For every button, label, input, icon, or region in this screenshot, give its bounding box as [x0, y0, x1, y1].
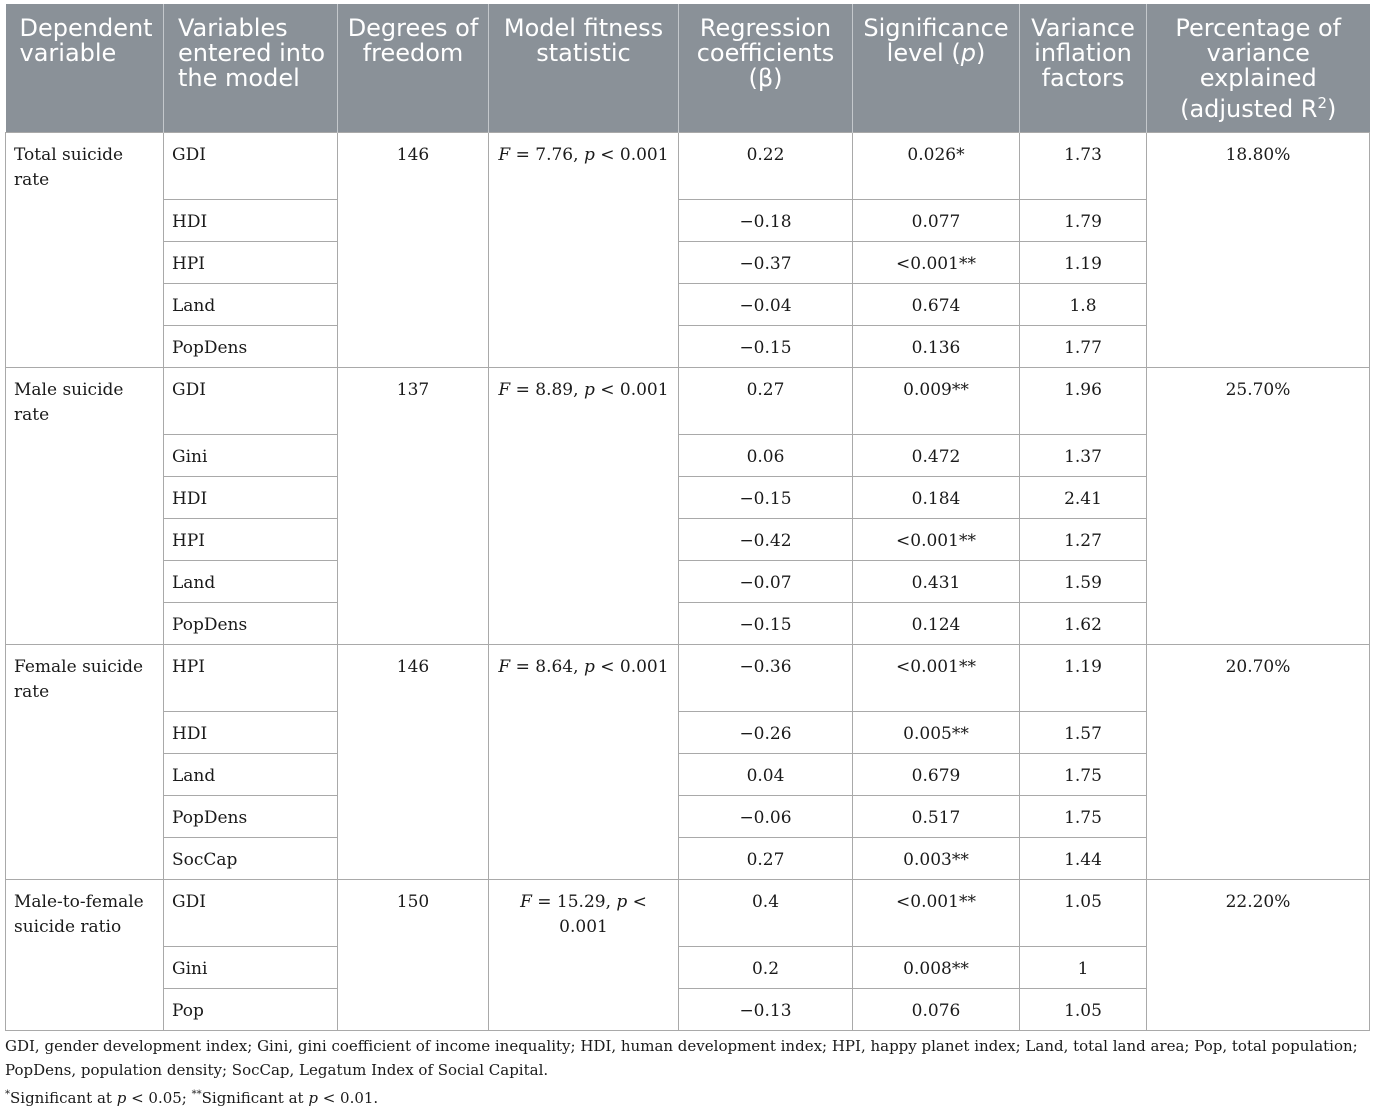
significance-cell: <0.001** — [853, 242, 1020, 284]
header-row — [6, 4, 1370, 133]
dependent-variable-cell: Total suicide rate — [6, 133, 164, 368]
header-variables-entered: Variables entered into the model — [164, 4, 338, 133]
beta-cell: 0.06 — [679, 435, 853, 477]
beta-cell: −0.36 — [679, 645, 853, 712]
significance-cell: 0.003** — [853, 838, 1020, 880]
model-fitness-cell: F = 8.89, p < 0.001 — [489, 368, 679, 645]
beta-cell: −0.07 — [679, 561, 853, 603]
vif-cell: 1.19 — [1020, 645, 1147, 712]
significance-cell: 0.674 — [853, 284, 1020, 326]
significance-cell: 0.009** — [853, 368, 1020, 435]
vif-cell: 1.77 — [1020, 326, 1147, 368]
vif-cell: 1.75 — [1020, 796, 1147, 838]
variable-cell: Gini — [164, 435, 338, 477]
vif-cell: 1.27 — [1020, 519, 1147, 561]
significance-cell: 0.184 — [853, 477, 1020, 519]
vif-cell: 1.05 — [1020, 989, 1147, 1031]
variable-cell: GDI — [164, 133, 338, 200]
variable-cell: HPI — [164, 645, 338, 712]
footnote-abbreviations: GDI, gender development index; Gini, gini coefficient of income inequality; HDI, human development index; HPI, happy planet index; Land, total land area; Pop, total population; PopDens, population density; SocCap, Legatum Index of Social Capital. — [5, 1037, 1358, 1079]
significance-cell: 0.005** — [853, 712, 1020, 754]
header-variance-explained: Percentage of variance explained (adjusted $R^2$) — [1147, 4, 1370, 133]
significance-cell: <0.001** — [853, 645, 1020, 712]
variable-cell: HDI — [164, 712, 338, 754]
vif-cell: 1.44 — [1020, 838, 1147, 880]
significance-cell: 0.124 — [853, 603, 1020, 645]
variable-cell: Land — [164, 754, 338, 796]
vif-cell: 1.19 — [1020, 242, 1147, 284]
variable-cell: HPI — [164, 242, 338, 284]
header-significance-level: Significance level (p) — [853, 4, 1020, 133]
significance-cell: <0.001** — [853, 880, 1020, 947]
beta-cell: 0.4 — [679, 880, 853, 947]
footnote-significance: *Significant at p < 0.05; **Significant at p < 0.01. — [5, 1089, 379, 1107]
dependent-variable-cell: Male-to-female suicide ratio — [6, 880, 164, 1031]
beta-cell: −0.15 — [679, 477, 853, 519]
vif-cell: 1.59 — [1020, 561, 1147, 603]
degrees-of-freedom-cell: 146 — [338, 645, 489, 880]
variable-cell: Land — [164, 561, 338, 603]
variable-cell: PopDens — [164, 326, 338, 368]
beta-cell: −0.18 — [679, 200, 853, 242]
variable-cell: SocCap — [164, 838, 338, 880]
significance-cell: 0.136 — [853, 326, 1020, 368]
vif-cell: 1.79 — [1020, 200, 1147, 242]
beta-cell: −0.04 — [679, 284, 853, 326]
vif-cell: 1.37 — [1020, 435, 1147, 477]
significance-cell: 0.517 — [853, 796, 1020, 838]
table-row — [6, 133, 1370, 200]
beta-cell: −0.15 — [679, 603, 853, 645]
vif-cell: 2.41 — [1020, 477, 1147, 519]
variance-explained-cell: 20.70% — [1147, 645, 1370, 880]
variance-explained-cell: 25.70% — [1147, 368, 1370, 645]
header-variance-inflation: Variance inflation factors — [1020, 4, 1147, 133]
vif-cell: 1.62 — [1020, 603, 1147, 645]
beta-cell: −0.37 — [679, 242, 853, 284]
regression-table — [5, 4, 1370, 1031]
beta-cell: 0.22 — [679, 133, 853, 200]
vif-cell: 1.96 — [1020, 368, 1147, 435]
significance-cell: 0.472 — [853, 435, 1020, 477]
significance-cell: <0.001** — [853, 519, 1020, 561]
model-fitness-cell: F = 7.76, p < 0.001 — [489, 133, 679, 368]
significance-cell: 0.431 — [853, 561, 1020, 603]
degrees-of-freedom-cell: 150 — [338, 880, 489, 1031]
significance-cell: 0.076 — [853, 989, 1020, 1031]
beta-cell: 0.27 — [679, 838, 853, 880]
degrees-of-freedom-cell: 146 — [338, 133, 489, 368]
table-body — [6, 133, 1370, 1031]
variable-cell: HPI — [164, 519, 338, 561]
dependent-variable-cell: Female suicide rate — [6, 645, 164, 880]
variable-cell: HDI — [164, 477, 338, 519]
beta-cell: −0.13 — [679, 989, 853, 1031]
model-fitness-cell: F = 15.29, p < 0.001 — [489, 880, 679, 1031]
header-degrees-of-freedom: Degrees of freedom — [338, 4, 489, 133]
variable-cell: Pop — [164, 989, 338, 1031]
variable-cell: Land — [164, 284, 338, 326]
beta-cell: 0.2 — [679, 947, 853, 989]
vif-cell: 1.73 — [1020, 133, 1147, 200]
beta-cell: 0.04 — [679, 754, 853, 796]
variable-cell: GDI — [164, 880, 338, 947]
significance-cell: 0.008** — [853, 947, 1020, 989]
beta-cell: −0.06 — [679, 796, 853, 838]
table-row — [6, 368, 1370, 435]
beta-cell: −0.15 — [679, 326, 853, 368]
header-dependent-variable: Dependent variable — [6, 4, 164, 133]
variable-cell: Gini — [164, 947, 338, 989]
degrees-of-freedom-cell: 137 — [338, 368, 489, 645]
variable-cell: PopDens — [164, 796, 338, 838]
significance-cell: 0.679 — [853, 754, 1020, 796]
significance-cell: 0.026* — [853, 133, 1020, 200]
variance-explained-cell: 18.80% — [1147, 133, 1370, 368]
variable-cell: PopDens — [164, 603, 338, 645]
variance-explained-cell: 22.20% — [1147, 880, 1370, 1031]
dependent-variable-cell: Male suicide rate — [6, 368, 164, 645]
beta-cell: −0.26 — [679, 712, 853, 754]
table-row — [6, 880, 1370, 947]
vif-cell: 1.05 — [1020, 880, 1147, 947]
beta-cell: 0.27 — [679, 368, 853, 435]
header-regression-coefficients: Regression coefficients (β) — [679, 4, 853, 133]
header-model-fitness: Model fitness statistic — [489, 4, 679, 133]
model-fitness-cell: F = 8.64, p < 0.001 — [489, 645, 679, 880]
variable-cell: GDI — [164, 368, 338, 435]
vif-cell: 1.75 — [1020, 754, 1147, 796]
table-row — [6, 645, 1370, 712]
beta-cell: −0.42 — [679, 519, 853, 561]
vif-cell: 1.8 — [1020, 284, 1147, 326]
vif-cell: 1 — [1020, 947, 1147, 989]
significance-cell: 0.077 — [853, 200, 1020, 242]
vif-cell: 1.57 — [1020, 712, 1147, 754]
variable-cell: HDI — [164, 200, 338, 242]
